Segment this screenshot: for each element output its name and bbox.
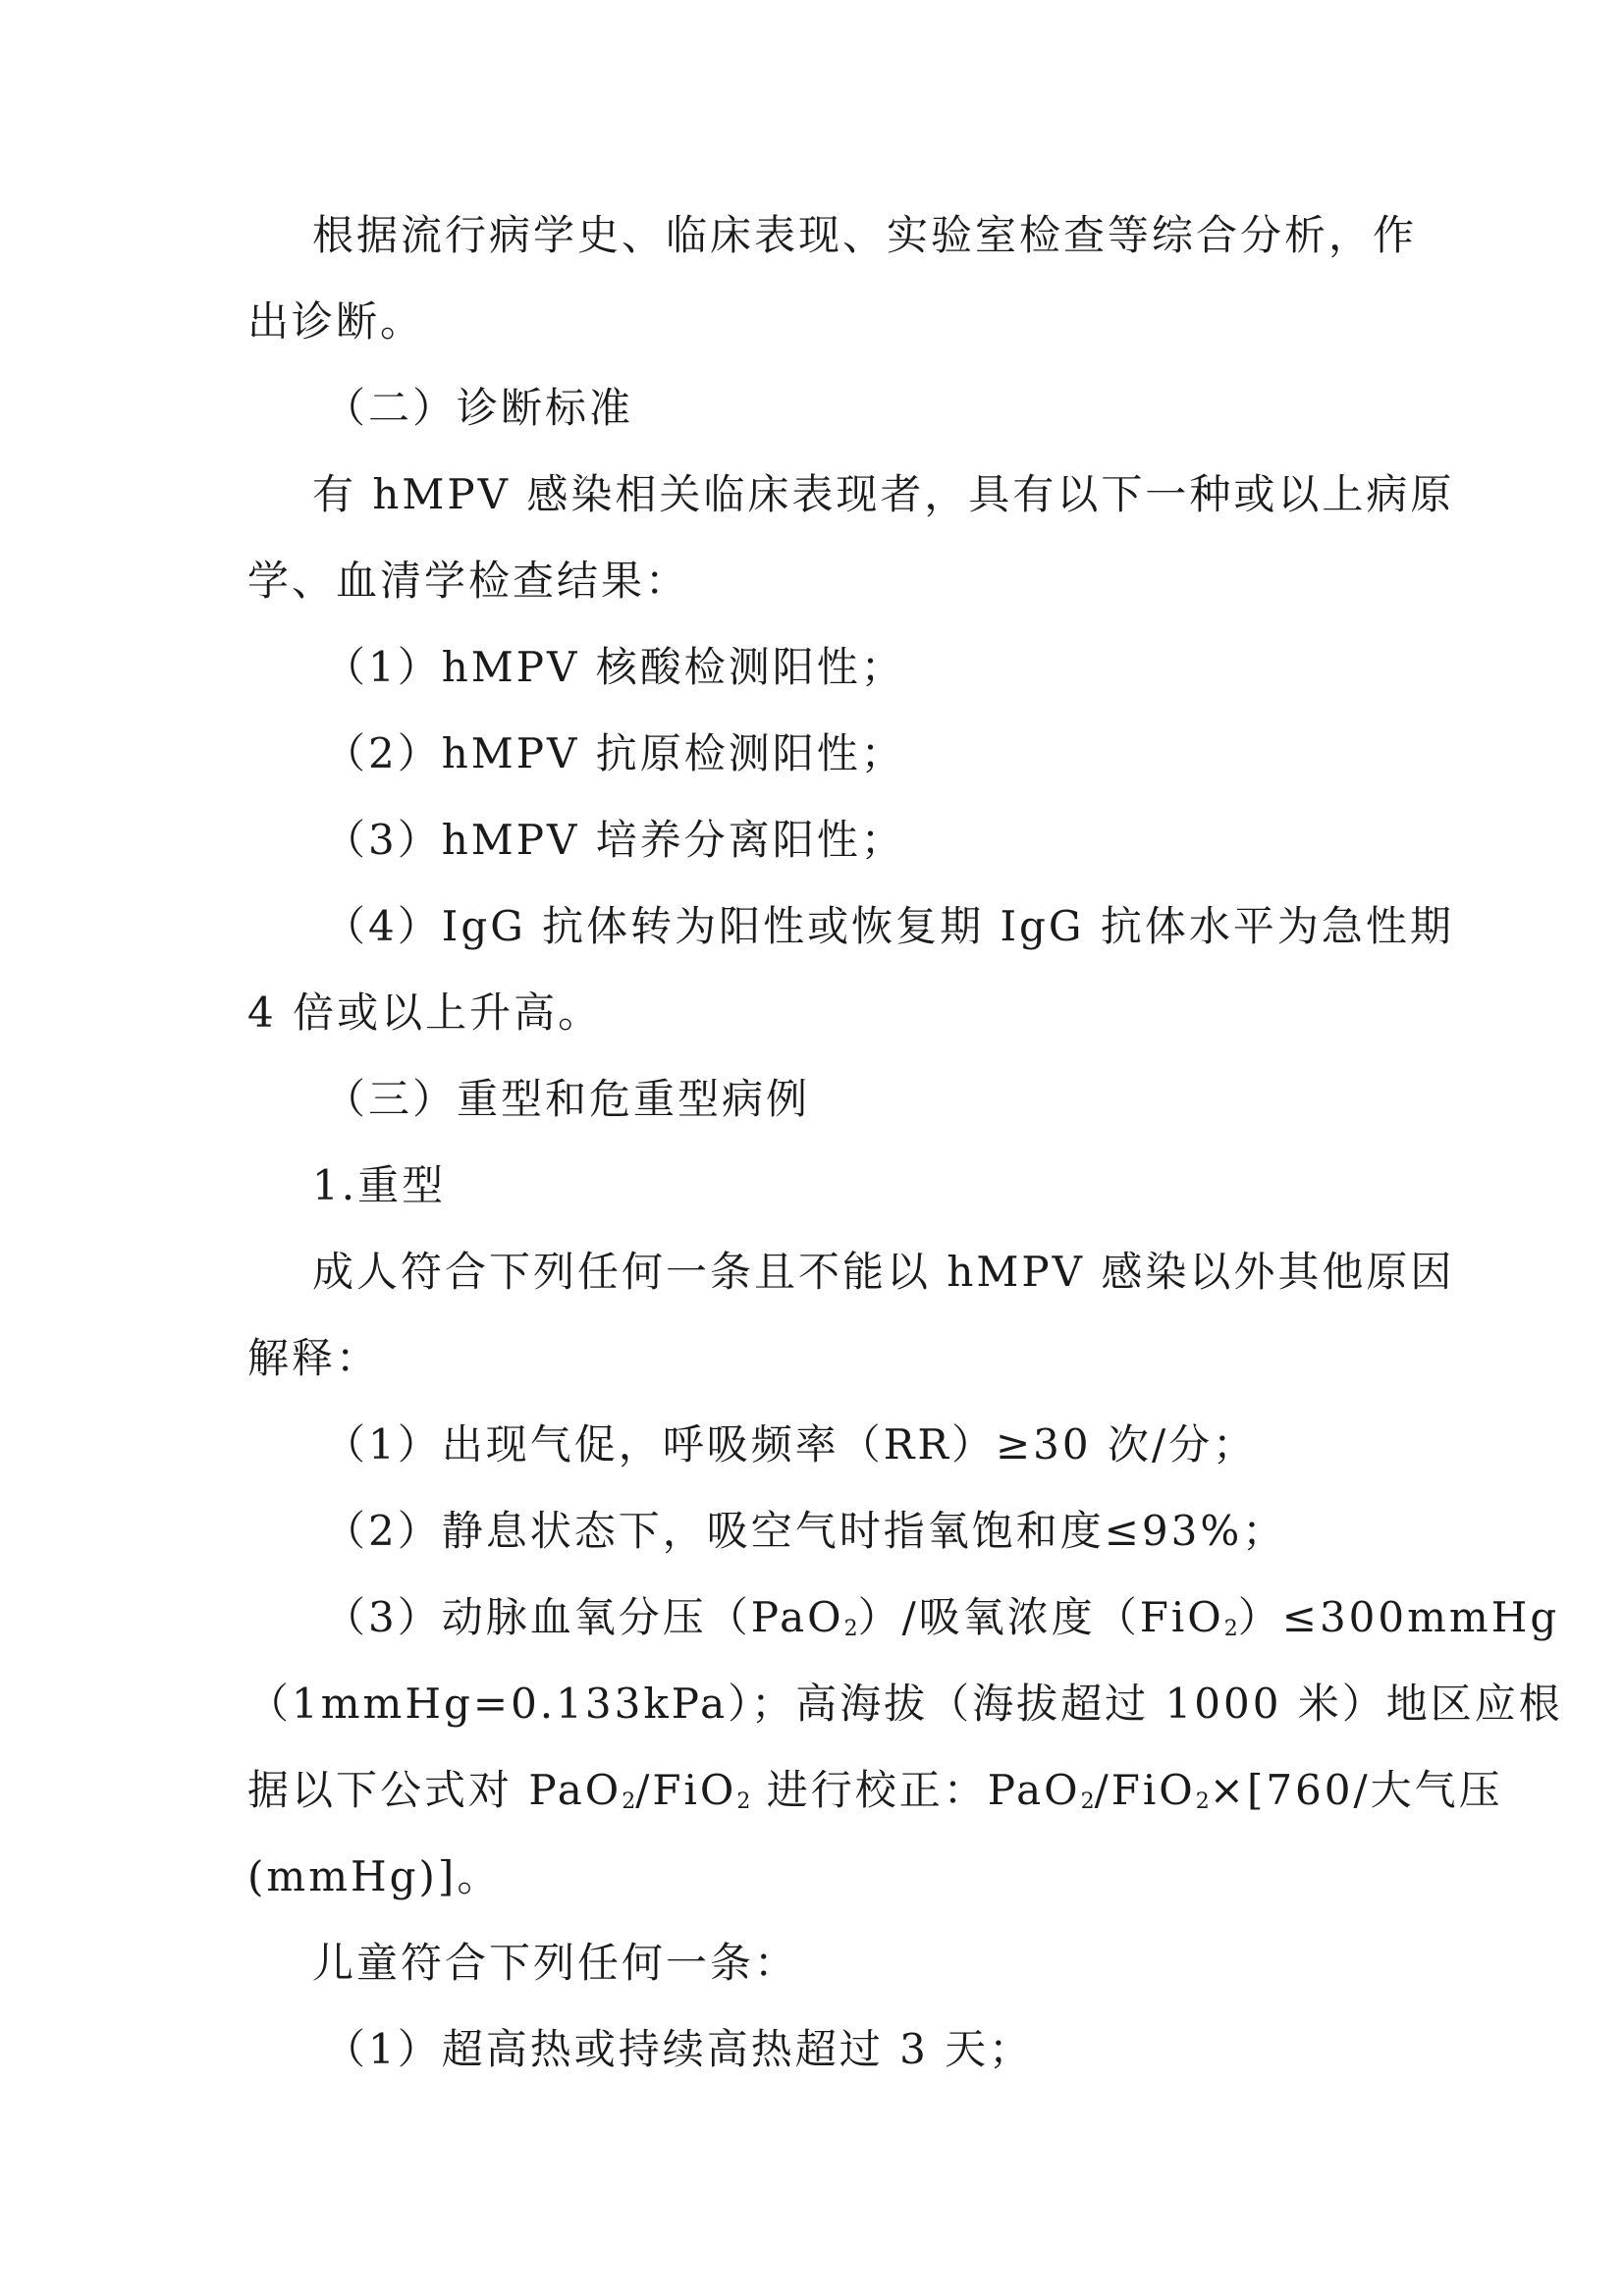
paragraph-line: 学、血清学检查结果： — [247, 557, 690, 605]
list-item: （1）hMPV 核酸检测阳性； — [324, 643, 905, 691]
paragraph-line: 解释： — [247, 1334, 381, 1382]
list-item: （1）超高热或持续高热超过 3 天； — [324, 2025, 1034, 2073]
paragraph-line: (mmHg)]。 — [247, 1852, 502, 1900]
paragraph-line: 有 hMPV 感染相关临床表现者，具有以下一种或以上病原 — [312, 470, 1455, 518]
list-item-continuation: 4 倍或以上升高。 — [247, 988, 603, 1037]
subsection-heading: 1.重型 — [312, 1161, 447, 1209]
list-item: （2）静息状态下，吸空气时指氧饱和度≤93%； — [324, 1507, 1287, 1555]
paragraph-line: 据以下公式对 PaO$_2$/FiO$_2$ 进行校正：PaO$_2$/FiO$_2$×[760/大气压 — [247, 1766, 1503, 1814]
list-item: （1）出现气促，呼吸频率（RR）≥30 次/分； — [324, 1420, 1258, 1468]
paragraph-line: （1mmHg=0.133kPa）；高海拔（海拔超过 1000 米）地区应根 — [247, 1680, 1563, 1728]
section-heading: （三）重型和危重型病例 — [324, 1075, 811, 1123]
paragraph-line: 儿童符合下列任何一条： — [312, 1939, 799, 1987]
paragraph-line: 出诊断。 — [247, 297, 425, 346]
list-item: （2）hMPV 抗原检测阳性； — [324, 729, 905, 777]
section-heading: （二）诊断标准 — [324, 384, 634, 432]
paragraph-line: 成人符合下列任何一条且不能以 hMPV 感染以外其他原因 — [312, 1248, 1455, 1296]
list-item: （3）hMPV 培养分离阳性； — [324, 816, 905, 864]
paragraph-line: 根据流行病学史、临床表现、实验室检查等综合分析，作 — [312, 211, 1418, 259]
list-item: （3）动脉血氧分压（PaO$_2$）/吸氧浓度（FiO$_2$）≤300mmHg — [324, 1593, 1560, 1641]
list-item: （4）IgG 抗体转为阳性或恢复期 IgG 抗体水平为急性期 — [324, 902, 1454, 950]
